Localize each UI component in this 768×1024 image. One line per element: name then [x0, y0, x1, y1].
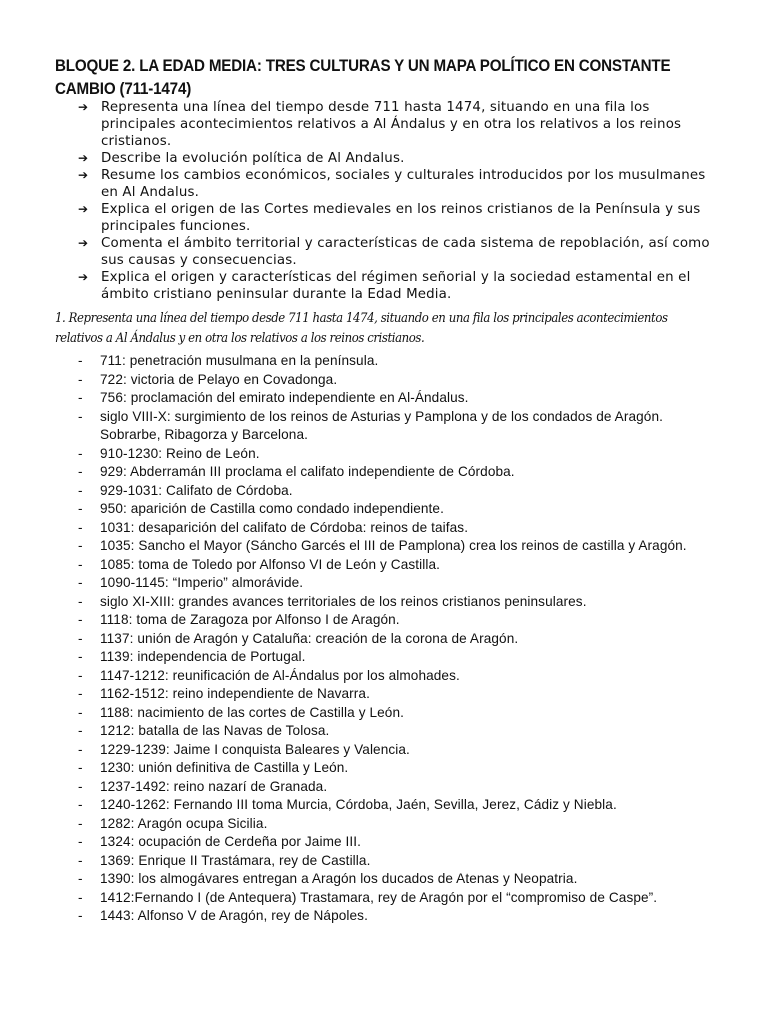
- dash-bullet: -: [78, 371, 83, 387]
- timeline-item: [78, 778, 718, 797]
- timeline-item: [78, 352, 718, 371]
- objective-item: [78, 150, 718, 167]
- dash-bullet: -: [78, 519, 83, 535]
- dash-bullet: -: [78, 723, 83, 738]
- timeline-item: [78, 870, 718, 889]
- objective-text: Representa una línea del tiempo desde 711 hasta 1474, situando en una fila los principales acontecimientos relativos a Al Ándalus y en otra los relativos a los reinos cristianos.: [101, 100, 682, 149]
- timeline-item: [78, 907, 718, 926]
- timeline-text: 722: victoria de Pelayo en Covadonga.: [100, 371, 338, 387]
- timeline-text: 929-1031: Califato de Córdoba.: [100, 482, 293, 498]
- timeline-text: 1369: Enrique II Trastámara, rey de Castilla.: [100, 852, 371, 868]
- arrow-bullet-icon: ➔: [78, 168, 89, 182]
- timeline-item: [78, 389, 718, 408]
- timeline-list: [78, 352, 718, 926]
- objective-item: [78, 201, 718, 235]
- timeline-text: 1240-1262: Fernando III toma Murcia, Córdoba, Jaén, Sevilla, Jerez, Cádiz y Niebla.: [100, 797, 617, 812]
- timeline-item: [78, 630, 718, 649]
- timeline-item: [78, 500, 718, 519]
- dash-bullet: -: [78, 482, 83, 498]
- dash-bullet: -: [78, 501, 83, 516]
- arrow-bullet-icon: ➔: [78, 236, 89, 250]
- dash-bullet: -: [78, 408, 83, 424]
- dash-bullet: -: [78, 353, 83, 368]
- timeline-text: 1085: toma de Toledo por Alfonso VI de León y Castilla.: [100, 556, 441, 572]
- dash-bullet: -: [78, 649, 83, 664]
- timeline-text: 1282: Aragón ocupa Sicilia.: [100, 815, 268, 831]
- timeline-text: 1188: nacimiento de las cortes de Castilla y León.: [100, 704, 404, 720]
- dash-bullet: -: [78, 760, 83, 775]
- timeline-item: [78, 833, 718, 852]
- timeline-item: [78, 445, 718, 464]
- timeline-item: [78, 685, 718, 704]
- dash-bullet: -: [78, 815, 83, 831]
- timeline-text: 950: aparición de Castilla como condado independiente.: [100, 501, 444, 516]
- timeline-item: [78, 648, 718, 667]
- dash-bullet: -: [78, 741, 83, 757]
- timeline-item: [78, 759, 718, 778]
- dash-bullet: -: [78, 556, 83, 572]
- dash-bullet: -: [78, 538, 83, 553]
- dash-bullet: -: [78, 630, 83, 646]
- timeline-item: [78, 593, 718, 612]
- timeline-text: 1230: unión definitiva de Castilla y León.: [100, 760, 349, 775]
- objective-text: Describe la evolución política de Al Andalus.: [101, 151, 405, 166]
- timeline-text: 1090-1145: “Imperio” almorávide.: [100, 575, 304, 590]
- dash-bullet: -: [78, 778, 83, 794]
- timeline-text: siglo XI-XIII: grandes avances territoriales de los reinos cristianos peninsulares.: [100, 593, 587, 609]
- timeline-text: 1118: toma de Zaragoza por Alfonso I de Aragón.: [100, 612, 400, 627]
- timeline-text: 1324: ocupación de Cerdeña por Jaime III.: [100, 834, 362, 849]
- timeline-text: 1229-1239: Jaime I conquista Baleares y Valencia.: [100, 741, 410, 757]
- dash-bullet: -: [78, 667, 83, 683]
- timeline-item: [78, 574, 718, 593]
- timeline-item: [78, 815, 718, 834]
- timeline-item: [78, 537, 718, 556]
- question-heading: 1. Representa una línea del tiempo desde 711 hasta 1474, situando en una fila los principales acontecimientos relativos a Al Ándalus y en otra los relativos a los reinos cristianos.: [55, 310, 668, 345]
- arrow-bullet-icon: ➔: [78, 270, 89, 284]
- timeline-text: 929: Abderramán III proclama el califato independiente de Córdoba.: [100, 464, 515, 479]
- timeline-item: [78, 667, 718, 686]
- timeline-text: 1412:Fernando I (de Antequera) Trastamara, rey de Aragón por el “compromiso de Caspe”.: [100, 889, 658, 905]
- dash-bullet: -: [78, 612, 83, 627]
- timeline-item: [78, 741, 718, 760]
- objective-item: [78, 269, 718, 303]
- dash-bullet: -: [78, 834, 83, 849]
- timeline-text: 711: penetración musulmana en la península.: [100, 353, 379, 368]
- timeline-item: [78, 408, 718, 445]
- objective-text: Explica el origen de las Cortes medievales en los reinos cristianos de la Península y sus principales funciones.: [101, 202, 701, 234]
- timeline-text: 1137: unión de Aragón y Cataluña: creación de la corona de Aragón.: [100, 630, 519, 646]
- timeline-text: 910-1230: Reino de León.: [100, 445, 260, 461]
- dash-bullet: -: [78, 797, 83, 812]
- dash-bullet: -: [78, 704, 83, 720]
- timeline-text: siglo VIII-X: surgimiento de los reinos de Asturias y Pamplona y de los condados de Aragón. Sobrarbe, Ribagorza y Barcelona.: [100, 408, 663, 442]
- timeline-item: [78, 611, 718, 630]
- dash-bullet: -: [78, 575, 83, 590]
- dash-bullet: -: [78, 390, 83, 405]
- page-title: BLOQUE 2. LA EDAD MEDIA: TRES CULTURAS Y UN MAPA POLÍTICO EN CONSTANTE CAMBIO (711-1474): [55, 57, 671, 98]
- objectives-list: [78, 99, 718, 303]
- objective-item: [78, 167, 718, 201]
- objective-text: Resume los cambios económicos, sociales y culturales introducidos por los musulmanes en Al Andalus.: [101, 168, 706, 200]
- dash-bullet: -: [78, 852, 83, 868]
- timeline-item: [78, 519, 718, 538]
- objective-item: [78, 235, 718, 269]
- timeline-text: 1237-1492: reino nazarí de Granada.: [100, 778, 328, 794]
- timeline-text: 1443: Alfonso V de Aragón, rey de Nápoles.: [100, 908, 368, 923]
- timeline-item: [78, 796, 718, 815]
- timeline-item: [78, 889, 718, 908]
- timeline-text: 1031: desaparición del califato de Córdoba: reinos de taifas.: [100, 519, 469, 535]
- objective-text: Explica el origen y características del régimen señorial y la sociedad estamental en el ámbito cristiano peninsular durante la Edad Media.: [101, 270, 691, 302]
- timeline-text: 1162-1512: reino independiente de Navarra.: [100, 686, 370, 701]
- dash-bullet: -: [78, 464, 83, 479]
- timeline-text: 1035: Sancho el Mayor (Sáncho Garcés el III de Pamplona) crea los reinos de castilla y Aragón.: [100, 538, 687, 553]
- dash-bullet: -: [78, 686, 83, 701]
- timeline-text: 1212: batalla de las Navas de Tolosa.: [100, 723, 330, 738]
- objective-text: Comenta el ámbito territorial y características de cada sistema de repoblación, así como sus causas y consecuencias.: [101, 236, 710, 268]
- dash-bullet: -: [78, 908, 83, 923]
- timeline-item: [78, 556, 718, 575]
- timeline-item: [78, 371, 718, 390]
- dash-bullet: -: [78, 871, 83, 886]
- arrow-bullet-icon: ➔: [78, 202, 89, 216]
- timeline-item: [78, 463, 718, 482]
- timeline-text: 1139: independencia de Portugal.: [100, 649, 306, 664]
- timeline-item: [78, 722, 718, 741]
- arrow-bullet-icon: ➔: [78, 151, 89, 165]
- dash-bullet: -: [78, 889, 83, 905]
- dash-bullet: -: [78, 445, 83, 461]
- timeline-item: [78, 852, 718, 871]
- objective-item: [78, 99, 718, 150]
- timeline-item: [78, 704, 718, 723]
- timeline-text: 1147-1212: reunificación de Al-Ándalus por los almohades.: [100, 667, 460, 683]
- timeline-text: 1390: los almogávares entregan a Aragón los ducados de Atenas y Neopatria.: [100, 871, 578, 886]
- dash-bullet: -: [78, 593, 83, 609]
- timeline-text: 756: proclamación del emirato independiente en Al-Ándalus.: [100, 390, 469, 405]
- timeline-item: [78, 482, 718, 501]
- arrow-bullet-icon: ➔: [78, 100, 89, 114]
